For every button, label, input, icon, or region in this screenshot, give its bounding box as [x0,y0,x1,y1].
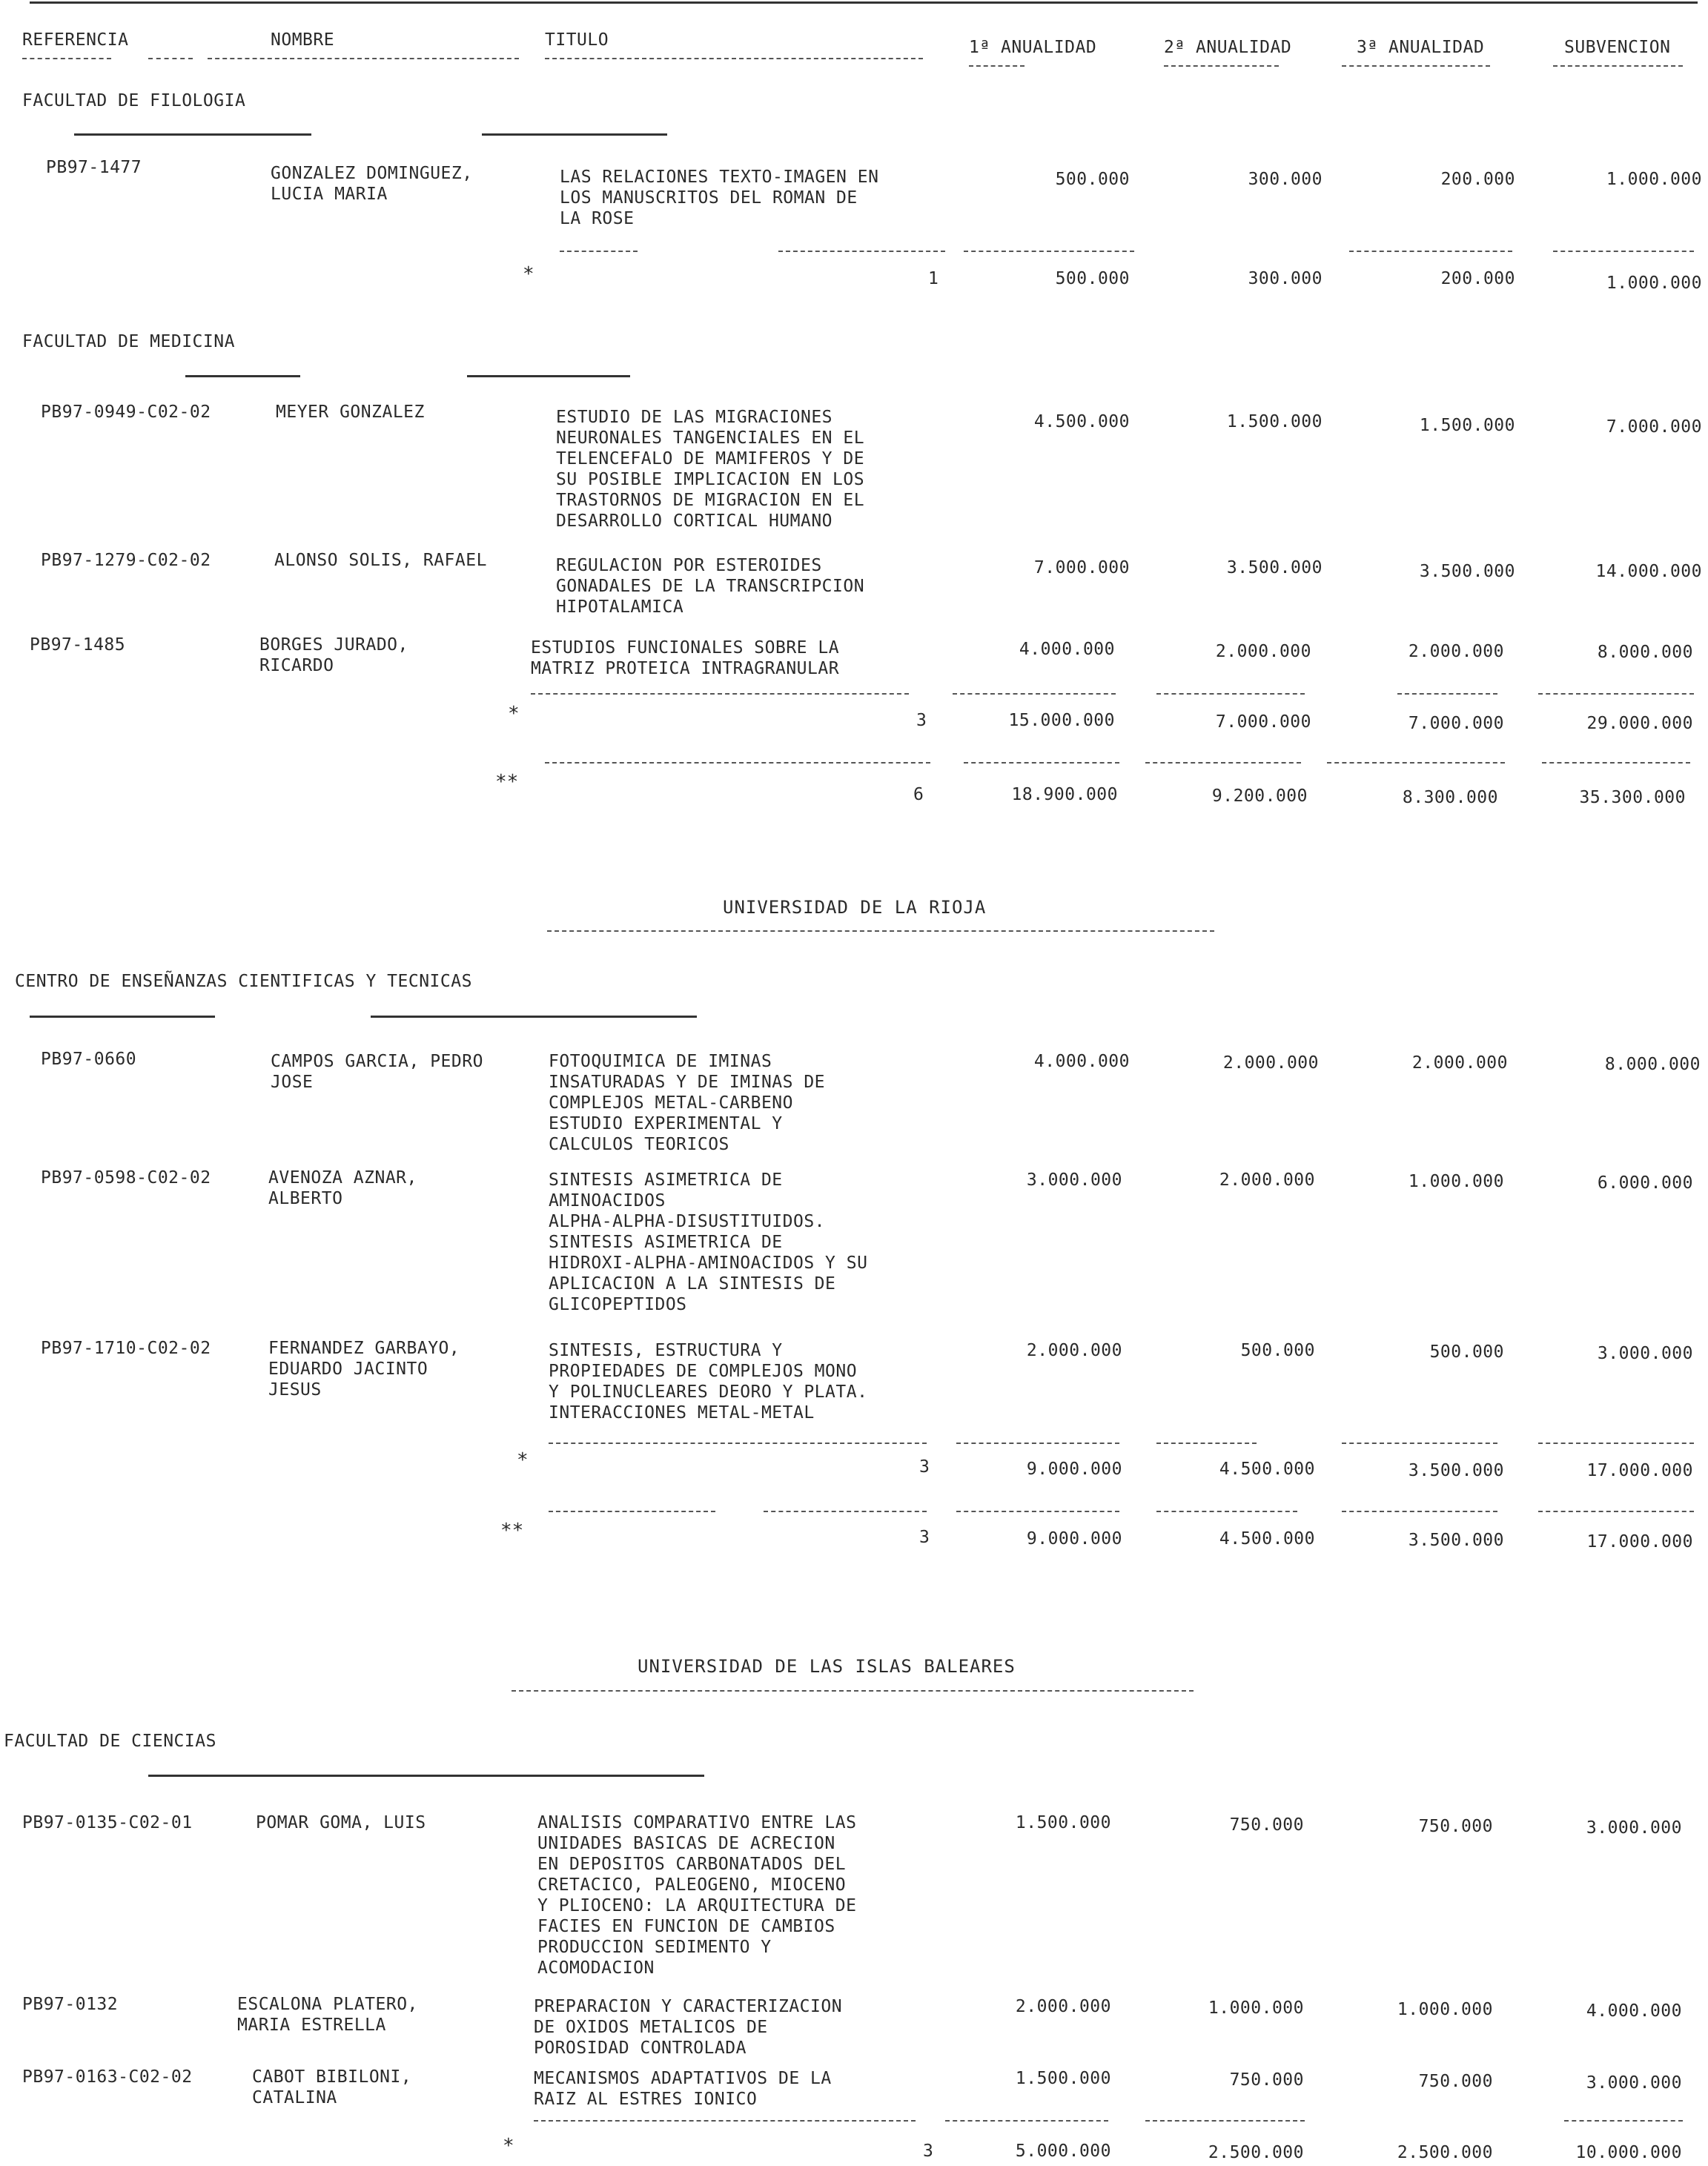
row-title: Y PLIOCENO: LA ARQUITECTURA DE [537,1896,857,1915]
subtotal-anualidad-1: 15.000.000 [1008,711,1115,730]
total-anualidad-2: 9.200.000 [1211,786,1308,806]
row-anualidad-2: 2.000.000 [1215,642,1311,661]
subtotal-anualidad-3: 7.000.000 [1408,714,1504,733]
total-anualidad-3: 3.500.000 [1408,1531,1504,1550]
row-anualidad-2: 3.500.000 [1226,558,1323,577]
row-name: LUCIA MARIA [271,185,388,204]
row-reference: PB97-0132 [22,1995,119,2014]
row-anualidad-1: 500.000 [1055,170,1130,189]
row-anualidad-1: 4.000.000 [1033,1052,1130,1071]
row-title: GLICOPEPTIDOS [549,1295,687,1314]
row-title: EN DEPOSITOS CARBONATADOS DEL [537,1855,847,1874]
row-name: ALBERTO [268,1189,343,1208]
row-anualidad-1: 2.000.000 [1015,1997,1111,2016]
row-name: JOSE [271,1073,314,1092]
total-count: 3 [919,1528,930,1547]
row-name: MEYER GONZALEZ [276,403,425,422]
university-heading: UNIVERSIDAD DE LA RIOJA [723,897,987,918]
row-anualidad-1: 4.500.000 [1033,412,1130,431]
university-underline [547,930,1214,932]
row-reference: PB97-0660 [41,1050,137,1069]
subtotal-rule [956,1443,1119,1444]
section-underline [30,1016,215,1018]
subtotal-count: 3 [916,711,927,730]
subtotal-anualidad-3: 200.000 [1440,269,1515,288]
row-anualidad-2: 750.000 [1229,2070,1304,2090]
subtotal-rule [945,2120,1108,2122]
row-subvencion: 7.000.000 [1606,417,1702,437]
subtotal-rule [1156,1443,1257,1444]
section-title: FACULTAD DE CIENCIAS [4,1732,216,1751]
row-name: MARIA ESTRELLA [237,2016,386,2035]
row-reference: PB97-1477 [46,158,142,177]
row-name: ALONSO SOLIS, RAFAEL [274,551,487,570]
subtotal-rule [531,693,909,695]
header-underline [208,58,519,59]
total-count: 6 [913,785,924,804]
total-anualidad-1: 18.900.000 [1011,785,1118,804]
total-rule [764,1511,927,1512]
row-title: SINTESIS ASIMETRICA DE [549,1170,783,1190]
row-title: TRASTORNOS DE MIGRACION EN EL [556,491,865,510]
subtotal-rule [1349,251,1512,252]
total-anualidad-3: 8.300.000 [1402,788,1498,807]
subtotal-rule [1397,693,1497,695]
row-reference: PB97-0598-C02-02 [41,1168,211,1188]
row-title: HIDROXI-ALPHA-AMINOACIDOS Y SU [549,1253,868,1273]
row-anualidad-2: 300.000 [1248,170,1323,189]
row-title: ESTUDIO DE LAS MIGRACIONES [556,408,833,427]
row-name: GONZALEZ DOMINGUEZ, [271,164,473,183]
row-title: Y POLINUCLEARES DEORO Y PLATA. [549,1382,868,1402]
total-rule [1145,762,1301,764]
subtotal-count: 3 [919,1457,930,1477]
row-anualidad-2: 1.000.000 [1208,1998,1304,2018]
row-name: RICARDO [259,656,334,675]
row-title: ESTUDIO EXPERIMENTAL Y [549,1114,783,1133]
subtotal-count: 3 [923,2142,934,2161]
row-title: INSATURADAS Y DE IMINAS DE [549,1073,826,1092]
row-title: LOS MANUSCRITOS DEL ROMAN DE [560,188,858,208]
subtotal-anualidad-3: 2.500.000 [1397,2143,1493,2162]
subtotal-anualidad-1: 500.000 [1055,269,1130,288]
row-anualidad-1: 2.000.000 [1026,1341,1122,1360]
row-anualidad-1: 7.000.000 [1033,558,1130,577]
row-subvencion: 3.000.000 [1586,2073,1682,2093]
row-anualidad-2: 500.000 [1240,1341,1315,1360]
section-underline [148,1775,704,1777]
header-titulo: TITULO [545,30,609,50]
subtotal-rule [1553,251,1694,252]
row-title: CALCULOS TEORICOS [549,1135,729,1154]
subtotal-subvencion: 29.000.000 [1586,714,1693,733]
section-title: CENTRO DE ENSEÑANZAS CIENTIFICAS Y TECNICAS [15,972,472,991]
row-anualidad-2: 750.000 [1229,1815,1304,1835]
total-rule [549,1511,715,1512]
subtotal-rule [1156,693,1305,695]
row-title: LAS RELACIONES TEXTO-IMAGEN EN [560,168,879,187]
section-title: FACULTAD DE MEDICINA [22,332,235,351]
header-underline [969,65,1025,67]
row-title: ESTUDIOS FUNCIONALES SOBRE LA [531,638,840,658]
row-subvencion: 3.000.000 [1586,1818,1682,1838]
row-name: EDUARDO JACINTO [268,1359,428,1379]
university-heading: UNIVERSIDAD DE LAS ISLAS BALEARES [638,1656,1016,1677]
subtotal-rule [1538,693,1694,695]
row-anualidad-3: 500.000 [1429,1342,1504,1362]
header-underline [545,58,923,59]
row-title: NEURONALES TANGENCIALES EN EL [556,428,865,448]
row-title: POROSIDAD CONTROLADA [534,2039,747,2058]
row-subvencion: 1.000.000 [1606,170,1702,189]
subtotal-rule [560,251,638,252]
row-title: FACIES EN FUNCION DE CAMBIOS [537,1917,835,1936]
row-subvencion: 8.000.000 [1597,643,1693,662]
total-rule [1538,1511,1694,1512]
row-title: AMINOACIDOS [549,1191,666,1210]
top-rule [30,1,1698,4]
header-referencia: REFERENCIA [22,30,129,50]
row-title: MATRIZ PROTEICA INTRAGRANULAR [531,659,840,678]
section-underline [482,133,667,136]
header-underline [1342,65,1490,67]
row-anualidad-2: 1.500.000 [1226,412,1323,431]
row-anualidad-3: 2.000.000 [1408,642,1504,661]
row-anualidad-3: 3.500.000 [1419,562,1515,581]
total-anualidad-1: 9.000.000 [1026,1529,1122,1549]
row-name: BORGES JURADO, [259,635,408,655]
section-underline [74,133,311,136]
header-anualidad-2: 2ª ANUALIDAD [1164,38,1292,57]
subtotal-subvencion: 1.000.000 [1606,274,1702,293]
subtotal-rule [1342,1443,1497,1444]
row-reference: PB97-0949-C02-02 [41,403,211,422]
row-anualidad-3: 1.000.000 [1397,2000,1493,2019]
subtotal-subvencion: 10.000.000 [1575,2143,1682,2162]
total-anualidad-2: 4.500.000 [1219,1529,1315,1549]
total-subvencion: 35.300.000 [1579,788,1686,807]
row-reference: PB97-1279-C02-02 [41,551,211,570]
section-underline [185,375,300,377]
subtotal-anualidad-1: 5.000.000 [1015,2142,1111,2161]
row-anualidad-1: 1.500.000 [1015,1813,1111,1832]
row-reference: PB97-1710-C02-02 [41,1339,211,1358]
header-anualidad-3: 3ª ANUALIDAD [1357,38,1485,57]
row-title: ACOMODACION [537,1958,655,1978]
total-rule [964,762,1119,764]
subtotal-anualidad-2: 4.500.000 [1219,1460,1315,1479]
row-name: CABOT BIBILONI, [252,2067,412,2087]
subtotal-mark: * [523,263,534,285]
row-anualidad-3: 750.000 [1418,1817,1493,1836]
row-title: ALPHA-ALPHA-DISUSTITUIDOS. [549,1212,826,1231]
row-title: GONADALES DE LA TRANSCRIPCION [556,577,865,596]
row-name: FERNANDEZ GARBAYO, [268,1339,460,1358]
row-anualidad-1: 1.500.000 [1015,2069,1111,2088]
subtotal-rule [953,693,1116,695]
header-underline [148,58,193,59]
row-title: SU POSIBLE IMPLICACION EN LOS [556,470,865,489]
row-title: SINTESIS, ESTRUCTURA Y [549,1341,783,1360]
row-title: RAIZ AL ESTRES IONICO [534,2090,758,2109]
row-anualidad-3: 200.000 [1440,170,1515,189]
row-name: POMAR GOMA, LUIS [256,1813,426,1832]
subtotal-mark: * [517,1449,529,1471]
row-title: REGULACION POR ESTEROIDES [556,556,822,575]
subtotal-subvencion: 17.000.000 [1586,1461,1693,1480]
row-anualidad-1: 4.000.000 [1019,640,1115,659]
subtotal-count: 1 [928,269,939,288]
row-title: PROPIEDADES DE COMPLEJOS MONO [549,1362,858,1381]
row-title: COMPLEJOS METAL-CARBENO [549,1093,793,1113]
subtotal-anualidad-3: 3.500.000 [1408,1461,1504,1480]
row-title: FOTOQUIMICA DE IMINAS [549,1052,772,1071]
row-title: SINTESIS ASIMETRICA DE [549,1233,783,1252]
row-reference: PB97-1485 [30,635,126,655]
row-anualidad-3: 1.000.000 [1408,1172,1504,1191]
total-mark: ** [495,771,519,793]
subtotal-anualidad-1: 9.000.000 [1026,1460,1122,1479]
subtotal-anualidad-2: 7.000.000 [1215,712,1311,732]
subtotal-anualidad-2: 300.000 [1248,269,1323,288]
row-title: PREPARACION Y CARACTERIZACION [534,1997,843,2016]
row-anualidad-2: 2.000.000 [1219,1170,1315,1190]
row-name: AVENOZA AZNAR, [268,1168,417,1188]
subtotal-rule [778,251,945,252]
header-underline [22,58,111,59]
total-rule [1156,1511,1297,1512]
subtotal-rule [964,251,1134,252]
total-rule [545,762,930,764]
row-subvencion: 8.000.000 [1604,1055,1701,1074]
total-rule [1542,762,1690,764]
row-reference: PB97-0135-C02-01 [22,1813,193,1832]
total-rule [956,1511,1119,1512]
row-reference: PB97-0163-C02-02 [22,2067,193,2087]
header-underline [1164,65,1279,67]
row-anualidad-3: 750.000 [1418,2072,1493,2091]
row-anualidad-2: 2.000.000 [1222,1053,1319,1073]
subtotal-rule [1145,2120,1305,2122]
row-name: JESUS [268,1380,322,1400]
row-subvencion: 14.000.000 [1595,562,1702,581]
row-title: TELENCEFALO DE MAMIFEROS Y DE [556,449,865,468]
total-mark: ** [500,1520,524,1542]
section-underline [371,1016,697,1018]
row-title: INTERACCIONES METAL-METAL [549,1403,815,1423]
header-underline [1553,65,1683,67]
row-title: MECANISMOS ADAPTATIVOS DE LA [534,2069,832,2088]
subtotal-rule [1538,1443,1694,1444]
row-anualidad-3: 1.500.000 [1419,416,1515,435]
row-title: CRETACICO, PALEOGENO, MIOCENO [537,1875,847,1895]
subtotal-anualidad-2: 2.500.000 [1208,2143,1304,2162]
row-title: DESARROLLO CORTICAL HUMANO [556,511,833,531]
total-rule [1342,1511,1497,1512]
header-subvencion: SUBVENCION [1564,38,1671,57]
row-subvencion: 3.000.000 [1597,1344,1693,1363]
row-subvencion: 6.000.000 [1597,1173,1693,1193]
row-title: LA ROSE [560,209,635,228]
row-title: UNIDADES BASICAS DE ACRECION [537,1834,835,1853]
header-anualidad-1: 1ª ANUALIDAD [969,38,1097,57]
total-rule [1327,762,1505,764]
total-subvencion: 17.000.000 [1586,1532,1693,1551]
subtotal-rule [534,2120,916,2122]
row-title: ANALISIS COMPARATIVO ENTRE LAS [537,1813,857,1832]
header-nombre: NOMBRE [271,30,335,50]
university-underline [512,1690,1194,1692]
row-subvencion: 4.000.000 [1586,2001,1682,2021]
subtotal-rule [549,1443,927,1444]
row-title: DE OXIDOS METALICOS DE [534,2018,768,2037]
row-title: PRODUCCION SEDIMENTO Y [537,1938,772,1957]
subtotal-rule [1564,2120,1683,2122]
row-title: APLICACION A LA SINTESIS DE [549,1274,836,1294]
row-name: CATALINA [252,2088,337,2107]
row-title: HIPOTALAMICA [556,597,684,617]
row-name: ESCALONA PLATERO, [237,1995,418,2014]
row-name: CAMPOS GARCIA, PEDRO [271,1052,483,1071]
subtotal-mark: * [508,703,520,725]
row-anualidad-1: 3.000.000 [1026,1170,1122,1190]
section-underline [467,375,630,377]
subtotal-mark: * [503,2135,514,2157]
row-anualidad-3: 2.000.000 [1411,1053,1508,1073]
section-title: FACULTAD DE FILOLOGIA [22,91,246,110]
